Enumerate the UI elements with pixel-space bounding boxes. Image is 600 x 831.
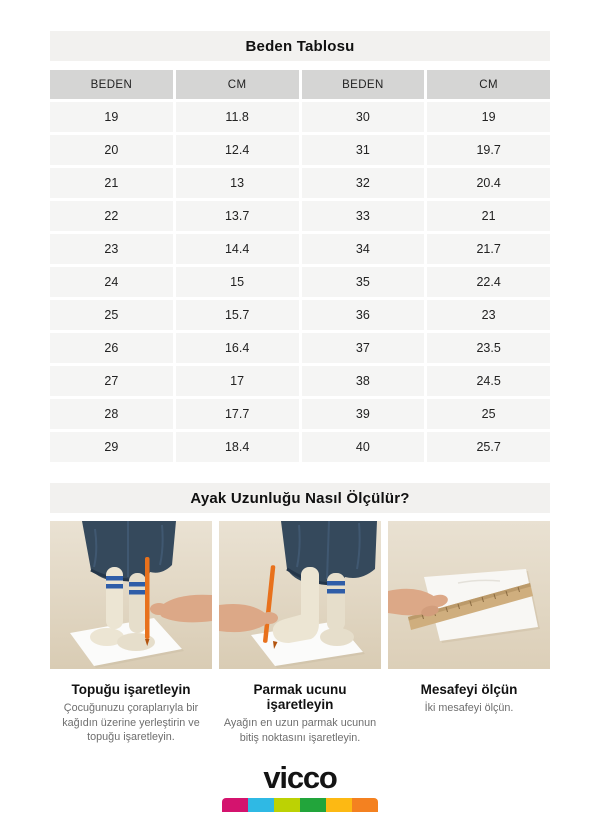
size-table-cell: 28 — [50, 399, 173, 429]
size-table-cell: 25 — [50, 300, 173, 330]
measure-steps — [50, 682, 550, 745]
size-table-cell: 21 — [50, 168, 173, 198]
size-table-title-bar — [50, 31, 550, 61]
size-table-cell: 33 — [302, 201, 425, 231]
size-table-header-cell: CM — [427, 70, 550, 99]
size-table-cell: 21 — [427, 201, 550, 231]
size-table-cell: 15.7 — [176, 300, 299, 330]
measure-step-toe — [219, 682, 381, 745]
size-table-cell: 20.4 — [427, 168, 550, 198]
size-table-cell: 25 — [427, 399, 550, 429]
size-table-cell: 23.5 — [427, 333, 550, 363]
size-table-cell: 34 — [302, 234, 425, 264]
size-table-cell: 15 — [176, 267, 299, 297]
logo-color-segment — [274, 798, 300, 812]
size-table-cell: 18.4 — [176, 432, 299, 462]
size-table-cell: 21.7 — [427, 234, 550, 264]
size-table-cell: 22 — [50, 201, 173, 231]
size-table-cell: 39 — [302, 399, 425, 429]
measure-step-heel — [50, 682, 212, 745]
size-table-cell: 19 — [50, 102, 173, 132]
size-table-cell: 23 — [427, 300, 550, 330]
size-table-cell: 19.7 — [427, 135, 550, 165]
size-table-cell: 38 — [302, 366, 425, 396]
vicco-logo: vicco — [263, 760, 337, 796]
size-table-cell: 36 — [302, 300, 425, 330]
size-table-cell: 12.4 — [176, 135, 299, 165]
size-table-cell: 17 — [176, 366, 299, 396]
logo-color-bar — [222, 798, 378, 812]
size-table-cell: 24.5 — [427, 366, 550, 396]
measure-photos — [50, 521, 550, 669]
size-table-cell: 19 — [427, 102, 550, 132]
measure-step-description: Ayağın en uzun parmak ucunun bitiş noktasını işaretleyin. — [223, 717, 377, 744]
size-table-cell: 29 — [50, 432, 173, 462]
measure-step-title: Topuğu işaretleyin — [71, 682, 191, 697]
measure-section-title-bar — [50, 483, 550, 513]
size-guide-page — [50, 31, 550, 812]
size-table-cell: 14.4 — [176, 234, 299, 264]
size-table-cell: 20 — [50, 135, 173, 165]
size-table-cell: 24 — [50, 267, 173, 297]
measure-step-distance — [388, 682, 550, 745]
size-table-cell: 32 — [302, 168, 425, 198]
size-table — [50, 70, 550, 462]
heel-marking-photo — [50, 521, 212, 669]
size-table-cell: 13 — [176, 168, 299, 198]
measure-step-title: Mesafeyi ölçün — [420, 682, 518, 697]
toe-marking-photo — [219, 521, 381, 669]
size-table-cell: 35 — [302, 267, 425, 297]
size-table-header-cell: BEDEN — [50, 70, 173, 99]
size-table-cell: 11.8 — [176, 102, 299, 132]
size-table-cell: 13.7 — [176, 201, 299, 231]
size-table-cell: 25.7 — [427, 432, 550, 462]
size-table-cell: 26 — [50, 333, 173, 363]
measure-step-description: Çocuğunuzu çoraplarıyla bir kağıdın üzerine yerleştirin ve topuğu işaretleyin. — [62, 702, 200, 744]
size-table-title: Beden Tablosu — [245, 37, 355, 55]
measure-step-title: Parmak ucunu işaretleyin — [253, 682, 347, 712]
size-table-cell: 31 — [302, 135, 425, 165]
size-table-cell: 16.4 — [176, 333, 299, 363]
size-table-cell: 23 — [50, 234, 173, 264]
size-table-header-cell: BEDEN — [302, 70, 425, 99]
size-table-header-cell: CM — [176, 70, 299, 99]
logo-color-segment — [326, 798, 352, 812]
distance-measuring-photo — [388, 521, 550, 669]
measure-section-title: Ayak Uzunluğu Nasıl Ölçülür? — [190, 489, 410, 507]
logo-color-segment — [352, 798, 378, 812]
logo-color-segment — [300, 798, 326, 812]
brand-footer — [50, 762, 550, 812]
logo-color-segment — [222, 798, 248, 812]
logo-color-segment — [248, 798, 274, 812]
size-table-cell: 30 — [302, 102, 425, 132]
size-table-cell: 22.4 — [427, 267, 550, 297]
size-table-cell: 27 — [50, 366, 173, 396]
size-table-cell: 17.7 — [176, 399, 299, 429]
measure-step-description: İki mesafeyi ölçün. — [424, 702, 514, 714]
size-table-cell: 37 — [302, 333, 425, 363]
size-table-cell: 40 — [302, 432, 425, 462]
